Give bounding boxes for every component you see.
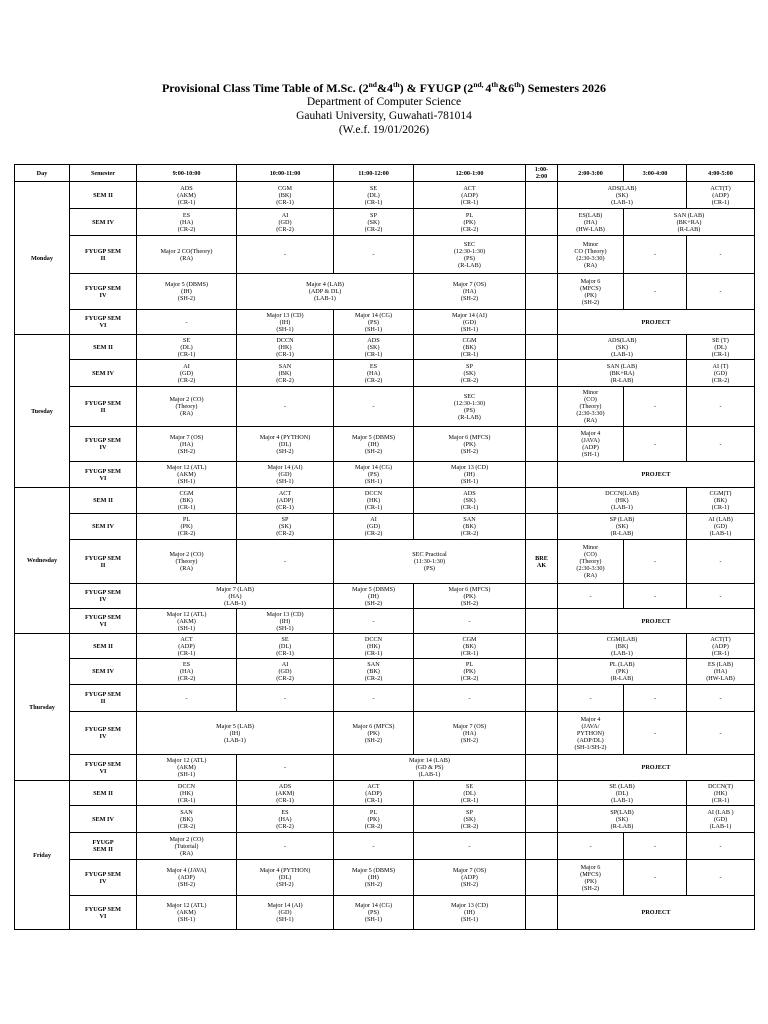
day-label: Wednesday [15, 488, 70, 634]
class-cell: - [624, 274, 687, 310]
col-header: 4:00-5:00 [687, 165, 755, 182]
break-cell [526, 182, 558, 209]
semester-label: FYUGP SEM IV [70, 427, 137, 462]
class-cell: Major 2 (CO) (Theory) (RA) [137, 540, 237, 584]
break-cell [526, 659, 558, 685]
class-cell: ES (HA) (CR-2) [237, 806, 334, 833]
class-cell: - [237, 685, 334, 712]
class-cell: Major 7 (LAB) (HA) (LAB-1) [137, 584, 334, 609]
class-cell: CGM (BK) (CR-1) [137, 488, 237, 514]
class-cell: Major 7 (OS) (HA) (SH-2) [414, 712, 526, 755]
break-cell [526, 427, 558, 462]
table-row [15, 462, 755, 488]
class-cell: Major 5 (DBMS) (IH) (SH-2) [137, 274, 237, 310]
semester-label: SEM II [70, 634, 137, 659]
class-cell: SP (SK) (CR-2) [237, 514, 334, 540]
class-cell: - [237, 387, 334, 427]
break-cell [526, 488, 558, 514]
class-cell: - [558, 833, 624, 860]
class-cell: SE (DL) (CR-1) [237, 634, 334, 659]
break-cell [526, 860, 558, 896]
class-cell: AI (T) (GD) (CR-2) [687, 360, 755, 387]
class-cell: Major 5 (DBMS) (IH) (SH-2) [334, 860, 414, 896]
class-cell: ACT (ADP) (CR-1) [414, 182, 526, 209]
class-cell: ES (LAB) (HA) (HW-LAB) [687, 659, 755, 685]
class-cell: SE (T) (DL) (CR-1) [687, 335, 755, 360]
class-cell: ACT (ADP) (CR-1) [137, 634, 237, 659]
class-cell: Major 4 (PYTHON) (DL) (SH-2) [237, 860, 334, 896]
class-cell: ES (HA) (CR-2) [137, 209, 237, 236]
class-cell: SP (SK) (CR-2) [414, 806, 526, 833]
class-cell: DCCN (HK) (CR-1) [334, 488, 414, 514]
break-cell [526, 609, 558, 634]
class-cell: - [137, 310, 237, 335]
class-cell: - [624, 833, 687, 860]
project-cell: PROJECT [558, 896, 755, 930]
semester-label: SEM II [70, 488, 137, 514]
table-row [15, 896, 755, 930]
class-cell: SE (LAB) (DL) (LAB-1) [558, 781, 687, 806]
class-cell: ADS(LAB) (SK) (LAB-1) [558, 182, 687, 209]
table-row [15, 310, 755, 335]
day-label: Tuesday [15, 335, 70, 488]
break-cell [526, 209, 558, 236]
class-cell: SE (DL) (CR-1) [334, 182, 414, 209]
class-cell: - [624, 427, 687, 462]
class-cell: Major 14 (LAB) (GD & PS) (LAB-1) [334, 755, 526, 781]
class-cell: - [624, 860, 687, 896]
class-cell: - [334, 236, 414, 274]
class-cell: Major 13 (CD) (IH) (SH-1) [237, 310, 334, 335]
project-cell: PROJECT [558, 755, 755, 781]
class-cell: Major 5 (DBMS) (IH) (SH-2) [334, 427, 414, 462]
class-cell: CGM(LAB) (BK) (LAB-1) [558, 634, 687, 659]
class-cell: CGM (BK) (CR-1) [237, 182, 334, 209]
document-title: Provisional Class Time Table of M.Sc. (2nd&4th) & FYUGP ($2^{nd,}$ 4th&6th) Semesters 2026 [161, 80, 607, 95]
class-cell: Major 12 (ATL) (AKM) (SH-1) [137, 755, 237, 781]
class-cell: ACT (ADP) (CR-1) [237, 488, 334, 514]
class-cell: Major 5 (LAB) (IH) (LAB-1) [137, 712, 334, 755]
effective-date: (W.e.f. 19/01/2026) [338, 124, 430, 136]
class-cell: - [137, 685, 237, 712]
class-cell: Major 4 (LAB) (ADP & DL) (LAB-1) [237, 274, 414, 310]
class-cell: Major 4 (PYTHON) (DL) (SH-2) [237, 427, 334, 462]
semester-label: FYUGP SEM VI [70, 462, 137, 488]
table-row [15, 806, 755, 833]
table-row [15, 755, 755, 781]
table-row [15, 634, 755, 659]
class-cell: Major 14 (CG) (PS) (SH-1) [334, 462, 414, 488]
class-cell: Major 4 (JAVA) (ADP) (SH-1) [558, 427, 624, 462]
class-cell: SEC Practical (11:30-1:30) (PS) [334, 540, 526, 584]
semester-label: FYUGP SEM II [70, 685, 137, 712]
class-cell: - [687, 387, 755, 427]
class-cell: SP (SK) (CR-2) [414, 360, 526, 387]
class-cell: - [237, 755, 334, 781]
break-cell [526, 806, 558, 833]
class-cell: - [624, 540, 687, 584]
class-cell: PL (PK) (CR-2) [334, 806, 414, 833]
class-cell: Major 7 (OS) (HA) (SH-2) [137, 427, 237, 462]
class-cell: ES (HA) (CR-2) [334, 360, 414, 387]
class-cell: Major 6 (MFCS) (PK) (SH-2) [414, 584, 526, 609]
col-header: 1:00- 2:00 [526, 165, 558, 182]
class-cell: Major 6 (MFCS) (PK) (SH-2) [414, 427, 526, 462]
class-cell: - [334, 685, 414, 712]
class-cell: Major 13 (CD) (IH) (SH-1) [414, 462, 526, 488]
project-cell: PROJECT [558, 609, 755, 634]
table-row [15, 584, 755, 609]
class-cell: Major 5 (DBMS) (IH) (SH-2) [334, 584, 414, 609]
break-cell [526, 755, 558, 781]
class-cell: DCCN (HK) (CR-1) [137, 781, 237, 806]
class-cell: SP(LAB) (SK) (R-LAB) [558, 806, 687, 833]
semester-label: FYUGP SEM VI [70, 896, 137, 930]
class-cell: SAN (BK) (CR-2) [414, 514, 526, 540]
semester-label: FYUGP SEM II [70, 387, 137, 427]
table-row [15, 182, 755, 209]
header-row [15, 165, 755, 182]
class-cell: - [687, 833, 755, 860]
break-label: BRE AK [526, 540, 558, 584]
break-cell [526, 833, 558, 860]
class-cell: CGM(T) (BK) (CR-1) [687, 488, 755, 514]
break-cell [526, 781, 558, 806]
table-row [15, 209, 755, 236]
class-cell: SAN (LAB) (BK+RA) (R-LAB) [558, 360, 687, 387]
class-cell: - [687, 584, 755, 609]
class-cell: DCCN (HK) (CR-1) [334, 634, 414, 659]
col-header: 9:00-10:00 [137, 165, 237, 182]
semester-label: FYUGP SEM II [70, 236, 137, 274]
class-cell: CGM (BK) (CR-1) [414, 634, 526, 659]
class-cell: - [558, 685, 624, 712]
col-header: 12:00-1:00 [414, 165, 526, 182]
semester-label: FYUGP SEM IV [70, 274, 137, 310]
class-cell: - [687, 712, 755, 755]
table-row [15, 685, 755, 712]
class-cell: Major 6 (MFCS) (PK) (SH-2) [334, 712, 414, 755]
semester-label: SEM II [70, 182, 137, 209]
class-cell: Major 4 (JAVA) (ADP) (SH-2) [137, 860, 237, 896]
day-label: Friday [15, 781, 70, 930]
class-cell: - [687, 236, 755, 274]
class-cell: PL (PK) (CR-2) [414, 659, 526, 685]
break-cell [526, 387, 558, 427]
class-cell: SAN (BK) (CR-2) [237, 360, 334, 387]
class-cell: - [334, 609, 414, 634]
class-cell: - [687, 274, 755, 310]
table-row [15, 833, 755, 860]
break-cell [526, 896, 558, 930]
class-cell: SEC (12:30-1:30) (PS) (R-LAB) [414, 236, 526, 274]
class-cell: SE (DL) (CR-1) [137, 335, 237, 360]
class-cell: Major 7 (OS) (HA) (SH-2) [414, 274, 526, 310]
class-cell: DCCN (HK) (CR-1) [237, 335, 334, 360]
break-cell [526, 274, 558, 310]
semester-label: FYUGP SEM IV [70, 712, 137, 755]
semester-label: FYUGP SEM VI [70, 609, 137, 634]
class-cell: Minor (CO) (Theory) (2:30-3:30) (RA) [558, 540, 624, 584]
col-header: 11:00-12:00 [334, 165, 414, 182]
class-cell: - [624, 236, 687, 274]
class-cell: ADS (SK) (CR-1) [414, 488, 526, 514]
table-row [15, 609, 755, 634]
table-row [15, 514, 755, 540]
semester-label: SEM II [70, 781, 137, 806]
class-cell: SE (DL) (CR-1) [414, 781, 526, 806]
break-cell [526, 335, 558, 360]
class-cell: - [687, 685, 755, 712]
class-cell: - [414, 833, 526, 860]
table-row [15, 360, 755, 387]
class-cell: Major 13 (CD) (IH) (SH-1) [414, 896, 526, 930]
class-cell: Minor (CO) (Theory) (2:30-3:30) (RA) [558, 387, 624, 427]
class-cell: ES (HA) (CR-2) [137, 659, 237, 685]
semester-label: SEM IV [70, 806, 137, 833]
class-cell: Major 4 (JAVA/ PYTHON) (ADP/DL) (SH-1/SH-2) [558, 712, 624, 755]
class-cell: - [334, 387, 414, 427]
col-header: Semester [70, 165, 137, 182]
break-cell [526, 584, 558, 609]
semester-label: FYUGP SEM VI [70, 310, 137, 335]
class-cell: Major 14 (AI) (GD) (SH-1) [237, 896, 334, 930]
col-header: 10:00-11:00 [237, 165, 334, 182]
class-cell: SP (LAB) (SK) (R-LAB) [558, 514, 687, 540]
class-cell: Major 13 (CD) (IH) (SH-1) [237, 609, 334, 634]
timetable [14, 164, 755, 930]
class-cell: - [414, 685, 526, 712]
class-cell: ACT(T) (ADP) (CR-1) [687, 634, 755, 659]
class-cell: ES(LAB) (HA) (HW-LAB) [558, 209, 624, 236]
semester-label: SEM II [70, 335, 137, 360]
class-cell: ADS (SK) (CR-1) [334, 335, 414, 360]
table-row [15, 488, 755, 514]
break-cell [526, 360, 558, 387]
semester-label: FYUGP SEM II [70, 540, 137, 584]
table-row [15, 387, 755, 427]
col-header: 3:00-4:00 [624, 165, 687, 182]
semester-label: SEM IV [70, 360, 137, 387]
class-cell: Major 14 (CG) (PS) (SH-1) [334, 310, 414, 335]
class-cell: - [687, 427, 755, 462]
table-row [15, 335, 755, 360]
class-cell: AI (GD) (CR-2) [137, 360, 237, 387]
class-cell: ADS(LAB) (SK) (LAB-1) [558, 335, 687, 360]
semester-label: SEM IV [70, 659, 137, 685]
class-cell: Major 14 (CG) (PS) (SH-1) [334, 896, 414, 930]
col-header: 2:00-3:00 [558, 165, 624, 182]
class-cell: - [237, 236, 334, 274]
table-row [15, 540, 755, 584]
class-cell: - [334, 833, 414, 860]
university-address: Gauhati University, Guwahati-781014 [296, 110, 472, 122]
break-cell [526, 634, 558, 659]
class-cell: Major 12 (ATL) (AKM) (SH-1) [137, 462, 237, 488]
class-cell: - [624, 387, 687, 427]
class-cell: - [624, 685, 687, 712]
semester-label: FYUGP SEM IV [70, 860, 137, 896]
class-cell: SAN (BK) (CR-2) [137, 806, 237, 833]
class-cell: SEC (12:30-1:30) (PS) (R-LAB) [414, 387, 526, 427]
semester-label: FYUGP SEM VI [70, 755, 137, 781]
class-cell: DCCN(T) (HK) (CR-1) [687, 781, 755, 806]
class-cell: Major 6 (MFCS) (PK) (SH-2) [558, 274, 624, 310]
department-name: Department of Computer Science [306, 96, 462, 108]
class-cell: SAN (LAB) (BK+RA) (R-LAB) [624, 209, 755, 236]
class-cell: Major 14 (AI) (GD) (SH-1) [237, 462, 334, 488]
semester-label: SEM IV [70, 514, 137, 540]
break-cell [526, 712, 558, 755]
table-row [15, 860, 755, 896]
class-cell: Minor CO (Theory) (2:30-3:30) (RA) [558, 236, 624, 274]
class-cell: AI (GD) (CR-2) [237, 659, 334, 685]
class-cell: Major 12 (ATL) (AKM) (SH-1) [137, 896, 237, 930]
class-cell: AI (LAB) (GD) (LAB-1) [687, 514, 755, 540]
class-cell: DCCN(LAB) (HK) (LAB-1) [558, 488, 687, 514]
class-cell: AI (LAB ) (GD) (LAB-1) [687, 806, 755, 833]
class-cell: PL (LAB) (PK) (R-LAB) [558, 659, 687, 685]
class-cell: Major 2 (CO) (Tutorial) (RA) [137, 833, 237, 860]
day-label: Thursday [15, 634, 70, 781]
table-row [15, 274, 755, 310]
class-cell: ADS (AKM) (CR-1) [137, 182, 237, 209]
table-row [15, 659, 755, 685]
semester-label: FYUGP SEM IV [70, 584, 137, 609]
class-cell: - [624, 584, 687, 609]
class-cell: AI (GD) (CR-2) [334, 514, 414, 540]
class-cell: ACT(T) (ADP) (CR-1) [687, 182, 755, 209]
break-cell [526, 236, 558, 274]
project-cell: PROJECT [558, 462, 755, 488]
break-cell [526, 514, 558, 540]
semester-label: FYUGP SEM II [70, 833, 137, 860]
table-row [15, 236, 755, 274]
class-cell: PL (PK) (CR-2) [414, 209, 526, 236]
break-cell [526, 685, 558, 712]
class-cell: Major 6 (MFCS) (PK) (SH-2) [558, 860, 624, 896]
class-cell: - [237, 833, 334, 860]
class-cell: - [687, 540, 755, 584]
class-cell: SAN (BK) (CR-2) [334, 659, 414, 685]
class-cell: ADS (AKM) (CR-1) [237, 781, 334, 806]
semester-label: SEM IV [70, 209, 137, 236]
document-header [0, 78, 768, 137]
class-cell: - [237, 540, 334, 584]
table-row [15, 781, 755, 806]
break-cell [526, 310, 558, 335]
col-header: Day [15, 165, 70, 182]
table-row [15, 427, 755, 462]
class-cell: - [558, 584, 624, 609]
class-cell: Major 14 (AI) (GD) (SH-1) [414, 310, 526, 335]
class-cell: Major 12 (ATL) (AKM) (SH-1) [137, 609, 237, 634]
table-row [15, 712, 755, 755]
class-cell: ACT (ADP) (CR-1) [334, 781, 414, 806]
class-cell: CGM (BK) (CR-1) [414, 335, 526, 360]
class-cell: PL (PK) (CR-2) [137, 514, 237, 540]
class-cell: Major 7 (OS) (ADP) (SH-2) [414, 860, 526, 896]
class-cell: Major 2 (CO) (Theory) (RA) [137, 387, 237, 427]
class-cell: AI (GD) (CR-2) [237, 209, 334, 236]
day-label: Monday [15, 182, 70, 335]
break-cell [526, 462, 558, 488]
class-cell: - [624, 712, 687, 755]
class-cell: - [414, 609, 526, 634]
class-cell: Major 2 CO(Theory) (RA) [137, 236, 237, 274]
class-cell: SP (SK) (CR-2) [334, 209, 414, 236]
project-cell: PROJECT [558, 310, 755, 335]
class-cell: - [687, 860, 755, 896]
